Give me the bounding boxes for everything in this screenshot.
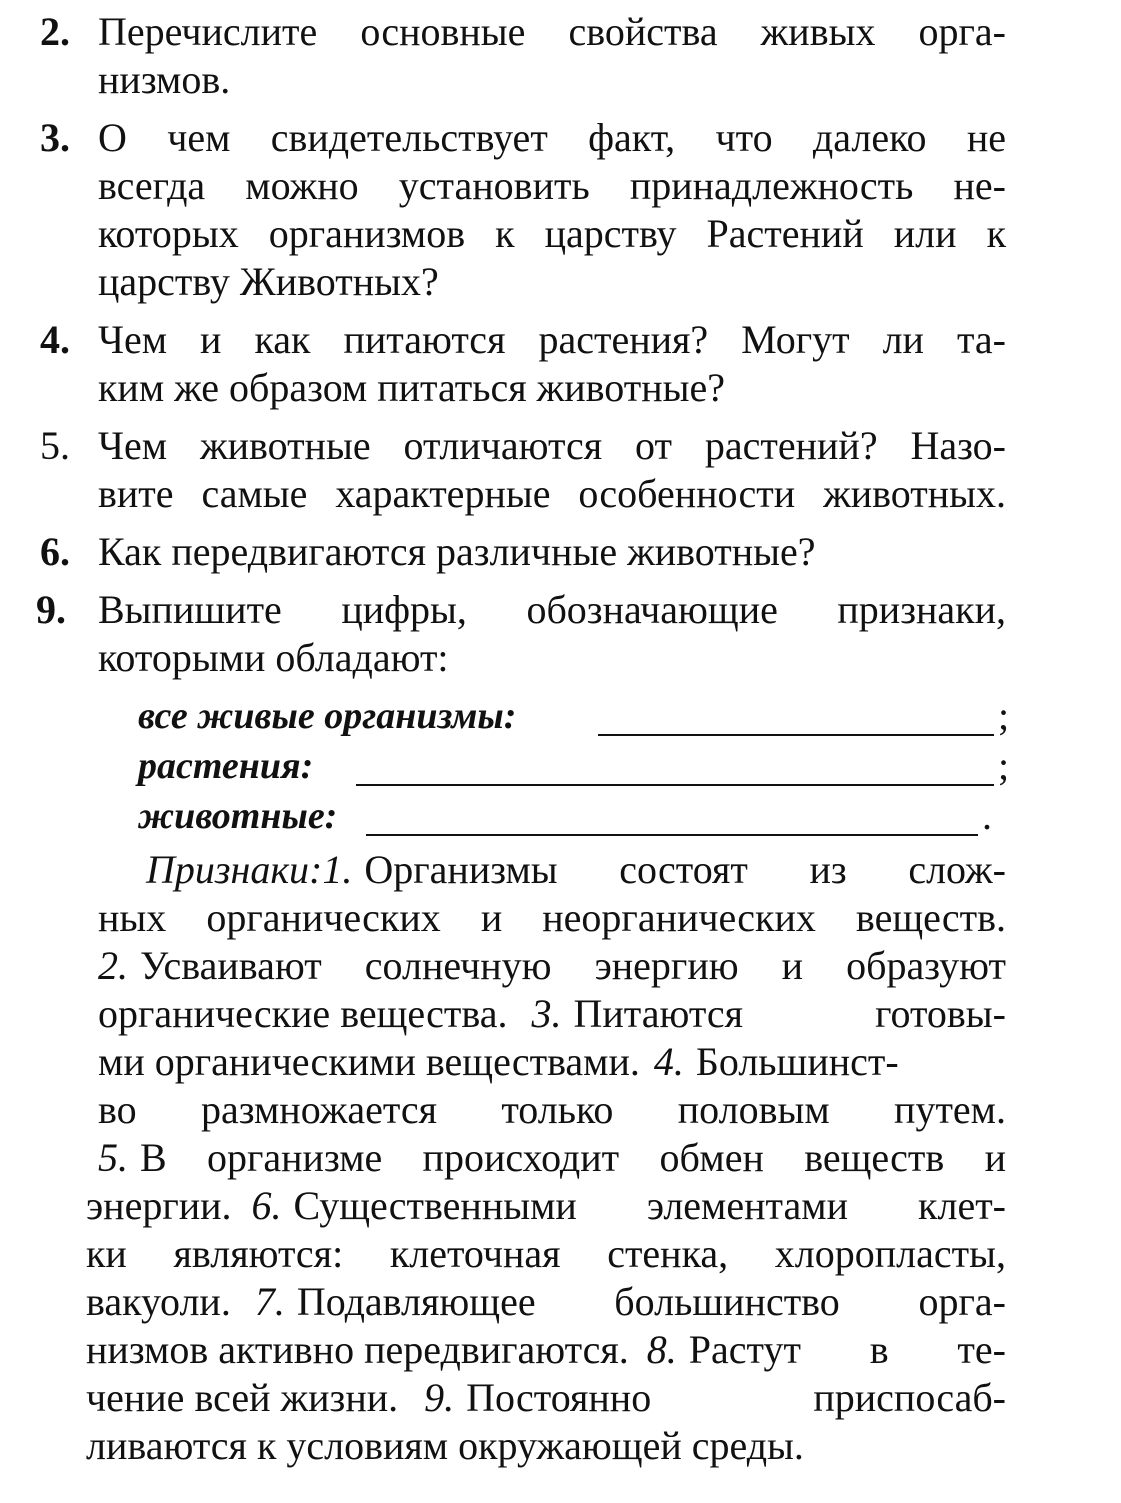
sign-text-pre: вакуоли. [86, 1279, 231, 1324]
sign-text: Подавляющее большинство орга- [296, 1279, 1006, 1324]
question-6-number: 6. [40, 529, 70, 574]
signs-heading: Признаки: [146, 847, 323, 892]
signs-line-12 [86, 1374, 1006, 1422]
signs-line-10 [86, 1278, 1006, 1326]
signs-line-1 [146, 846, 1006, 894]
question-3-line-4: царству Животных? [98, 259, 439, 304]
signs-line-2: ных органических и неорганических веществ. [98, 895, 1006, 940]
sign-text: Организмы состоят из слож- [364, 847, 1006, 892]
answer-label-animals: животные: [138, 795, 338, 837]
sign-text-pre: органические вещества. [98, 991, 508, 1036]
signs-line-4 [98, 990, 1006, 1038]
sign-text: Усваивают солнечную энергию и образуют [140, 943, 1006, 988]
answer-end-plants: ; [998, 743, 1010, 788]
sign-text: Постоянно приспосаб- [466, 1375, 1006, 1420]
question-2-line-1: Перечислите основные свойства живых орга- [98, 9, 1006, 54]
question-3-line-1: О чем свидетельствует факт, что далеко не [98, 115, 1006, 160]
sign-text-pre: чение всей жизни. [86, 1375, 399, 1420]
question-9-number: 9. [36, 587, 66, 632]
answer-end-all-organisms: ; [998, 693, 1010, 738]
sign-number: 1. [322, 847, 353, 892]
question-5-line-2: вите самые характерные особенности животных. [98, 471, 1006, 516]
question-3-line-2: всегда можно установить принадлежность не- [98, 163, 1006, 208]
question-9-line-1: Выпишите цифры, обозначающие признаки, [98, 587, 1006, 632]
signs-line-6: во размножается только половым путем. [98, 1087, 1006, 1132]
signs-line-9: ки являются: клеточная стенка, хлоропласты, [86, 1231, 1006, 1276]
sign-text: Существенными элементами клет- [293, 1183, 1006, 1228]
sign-text: Питаются готовы- [573, 991, 1006, 1036]
sign-number: 9. [424, 1375, 455, 1420]
signs-line-5 [98, 1038, 1006, 1086]
question-3-line-3: которых организмов к царству Растений или к [98, 211, 1006, 256]
question-4-line-2: ким же образом питаться животные? [98, 365, 726, 410]
sign-text-pre: низмов активно передвигаются. [86, 1327, 629, 1372]
signs-line-13: ливаются к условиям окружающей среды. [86, 1423, 804, 1468]
sign-text: В организме происходит обмен веществ и [140, 1135, 1006, 1180]
question-5-number: 5. [40, 423, 70, 468]
sign-text-pre: ми органическими веществами. [98, 1039, 640, 1084]
question-6-line-1: Как передвигаются различные животные? [98, 529, 816, 574]
question-2-line-2: низмов. [98, 57, 231, 102]
answer-label-plants: растения: [138, 745, 314, 787]
sign-text: Большинст- [695, 1039, 899, 1084]
answer-blank-all-organisms[interactable] [598, 734, 994, 736]
sign-number: 6. [251, 1183, 282, 1228]
sign-text: Растут в те- [688, 1327, 1006, 1372]
signs-line-7 [98, 1134, 1006, 1182]
sign-number: 5. [98, 1135, 128, 1180]
sign-number: 7. [254, 1279, 285, 1324]
signs-line-3 [98, 942, 1006, 990]
sign-number: 2. [98, 943, 128, 988]
question-2-number: 2. [40, 9, 70, 54]
question-4-number: 4. [40, 317, 70, 362]
answer-blank-animals[interactable] [366, 834, 978, 836]
sign-text-pre: энергии. [86, 1183, 232, 1228]
signs-line-8 [86, 1182, 1006, 1230]
question-5-line-1: Чем животные отличаются от растений? Назо- [98, 423, 1006, 468]
question-3-number: 3. [40, 115, 70, 160]
question-4-line-1: Чем и как питаются растения? Могут ли та- [98, 317, 1006, 362]
answer-blank-plants[interactable] [356, 784, 994, 786]
sign-number: 3. [531, 991, 562, 1036]
sign-number: 8. [646, 1327, 677, 1372]
answer-label-all-organisms: все живые организмы: [138, 695, 517, 737]
answer-end-animals: . [982, 793, 992, 838]
question-9-line-2: которыми обладают: [98, 635, 449, 680]
sign-number: 4. [653, 1039, 684, 1084]
signs-line-11 [86, 1326, 1006, 1374]
